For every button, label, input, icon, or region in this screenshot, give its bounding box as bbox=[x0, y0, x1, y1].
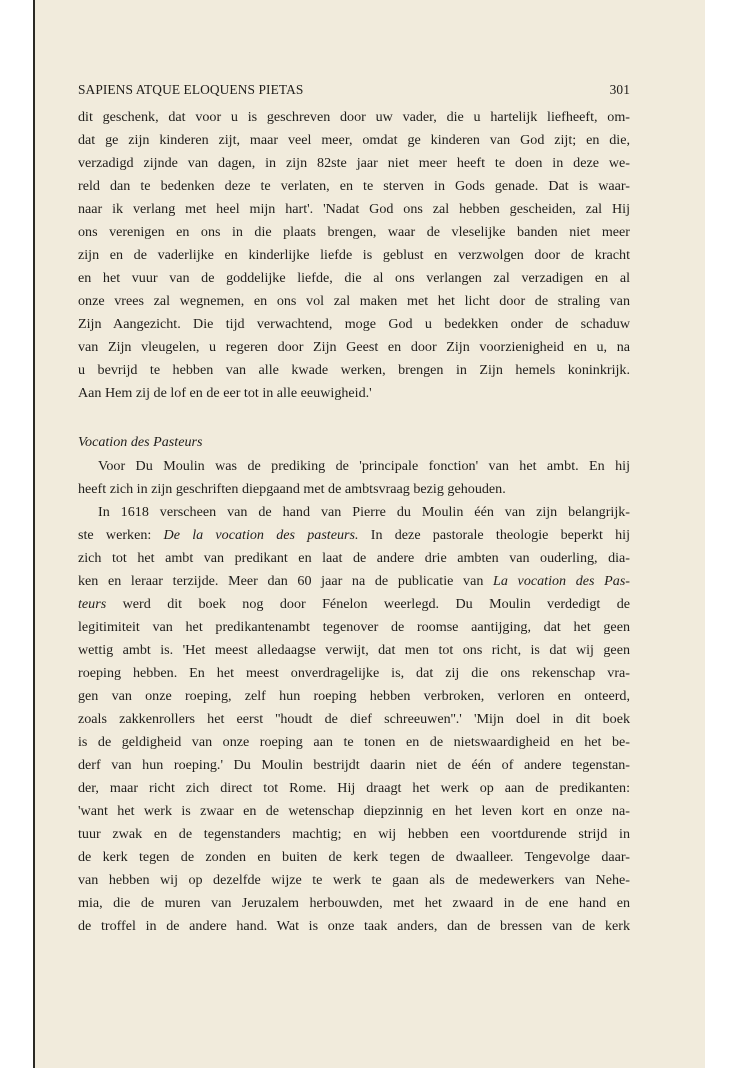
running-head bbox=[78, 82, 630, 100]
paragraph-3-line-6: legitimiteit van het predikantenambt tegenover de roomse aantijging, dat het geen bbox=[78, 619, 630, 635]
paragraph-1-line-9: onze vrees zal wegnemen, en ons vol zal maken met het licht door de straling van bbox=[78, 293, 630, 309]
paragraph-3-line-11: is de geldigheid van onze roeping aan te tonen en de nietswaardigheid en het be- bbox=[78, 734, 630, 750]
book-page bbox=[35, 0, 705, 1068]
paragraph-3-line-13: der, maar richt zich direct tot Rome. Hij draagt het werk op aan de predikanten: bbox=[78, 780, 630, 796]
paragraph-3-line-14: 'want het werk is zwaar en de wetenschap diepzinnig en het leven kort en onze na- bbox=[78, 803, 630, 819]
scan-left-margin bbox=[0, 0, 34, 1068]
paragraph-3-line-5-text: werd dit boek nog door Fénelon weerlegd. Du Moulin verdedigt de bbox=[106, 596, 630, 612]
paragraph-1-line-6: ons verenigen en ons in die plaats brengen, waar de vleselijke banden niet meer bbox=[78, 224, 630, 240]
paragraph-1-line-4: reld dan te bedenken deze te verlaten, en te sterven in Gods genade. Dat is waar- bbox=[78, 178, 630, 194]
paragraph-3-line-10: zoals zakkenrollers het eerst ''houdt de dief schreeuwen''.' 'Mijn doel in dit boek bbox=[78, 711, 630, 727]
paragraph-1-line-10: Zijn Aangezicht. Die tijd verwachtend, moge God u bedekken onder de schaduw bbox=[78, 316, 630, 332]
running-head-title: SAPIENS ATQUE ELOQUENS PIETAS bbox=[78, 82, 304, 97]
paragraph-3-line-18: mia, die de muren van Jeruzalem herbouwden, met het zwaard in de ene hand en bbox=[78, 895, 630, 911]
paragraph-1-line-8: en het vuur van de goddelijke liefde, die al ons verlangen zal verzadigen en al bbox=[78, 270, 630, 286]
paragraph-3-line-3: zich tot het ambt van predikant en laat de andere drie ambten van ouderling, dia- bbox=[78, 550, 630, 566]
paragraph-3-line-9: gen van onze roeping, zelf hun roeping hebben verbroken, verloren en onteerd, bbox=[78, 688, 630, 704]
paragraph-1-line-7: zijn en de vaderlijke en kinderlijke liefde is geblust en verzwolgen door de kracht bbox=[78, 247, 630, 263]
paragraph-3-line-1: In 1618 verscheen van de hand van Pierre du Moulin één van zijn belangrijk- bbox=[98, 504, 630, 520]
paragraph-3-line-17: van hebben wij op dezelfde wijze te werk te gaan als de medewerkers van Nehe- bbox=[78, 872, 630, 888]
book-title-italic-3: teurs bbox=[78, 596, 107, 612]
paragraph-1-line-13: Aan Hem zij de lof en de eer tot in alle eeuwigheid.' bbox=[78, 385, 372, 401]
paragraph-3-line-16: de kerk tegen de zonden en buiten de kerk tegen de dwaalleer. Tengevolge daar- bbox=[78, 849, 630, 865]
paragraph-3-line-15: tuur zwak en de tegenstanders machtig; en wij hebben een voortdurende strijd in bbox=[78, 826, 630, 842]
paragraph-1-line-2: dat ge zijn kinderen zijt, maar veel meer, omdat ge kinderen van God zijt; en die, bbox=[78, 132, 630, 148]
paragraph-3-line-12: derf van hun roeping.' Du Moulin bestrijdt daarin niet de één of andere tegenstan- bbox=[78, 757, 630, 773]
paragraph-1-line-1: dit geschenk, dat voor u is geschreven door uw vader, die u hartelijk liefheeft, om- bbox=[78, 109, 630, 125]
scan-right-margin bbox=[705, 0, 738, 1068]
book-title-italic-2: La vocation des Pas- bbox=[493, 573, 630, 589]
paragraph-3-line-19: de troffel in de andere hand. Wat is onze taak anders, dan de bressen van de kerk bbox=[78, 918, 630, 934]
paragraph-3-line-2 bbox=[78, 526, 630, 545]
paragraph-1-line-12: u bevrijd te hebben van alle kwade werken, brengen in Zijn hemels koninkrijk. bbox=[78, 362, 630, 378]
paragraph-3-line-4-text: ken en leraar terzijde. Meer dan 60 jaar na de publicatie van bbox=[78, 573, 494, 589]
paragraph-2-line-2: heeft zich in zijn geschriften diepgaand met de ambtsvraag bezig gehouden. bbox=[78, 481, 506, 497]
section-heading: Vocation des Pasteurs bbox=[78, 434, 203, 450]
paragraph-3-line-8: roeping hebben. En het meest onverdragelijke is, dat zij die ons rekenschap vra- bbox=[78, 665, 630, 681]
paragraph-3-line-5 bbox=[78, 595, 630, 614]
paragraph-1-line-3: verzadigd zijnde van dagen, in zijn 82ste jaar niet meer heeft te doen in deze we- bbox=[78, 155, 630, 171]
paragraph-3-line-2-rest: In deze pastorale theologie beperkt hij bbox=[358, 527, 630, 543]
paragraph-1-line-5: naar ik verlang met heel mijn hart'. 'Nadat God ons zal hebben gescheiden, zal Hij bbox=[78, 201, 630, 217]
paragraph-2-line-1: Voor Du Moulin was de prediking de 'principale fonction' van het ambt. En hij bbox=[98, 458, 630, 474]
book-title-italic: De la vocation des pasteurs. bbox=[163, 527, 359, 543]
paragraph-1-line-11: van Zijn vleugelen, u regeren door Zijn Geest en door Zijn voorzienigheid en u, na bbox=[78, 339, 630, 355]
paragraph-3-line-7: wettig ambt is. 'Het meest alledaagse verwijt, dat men tot ons richt, is dat wij geen bbox=[78, 642, 630, 658]
page-number: 301 bbox=[609, 82, 630, 97]
paragraph-3-line-4 bbox=[78, 572, 630, 591]
paragraph-3-line-2-text: ste werken: bbox=[78, 527, 164, 543]
